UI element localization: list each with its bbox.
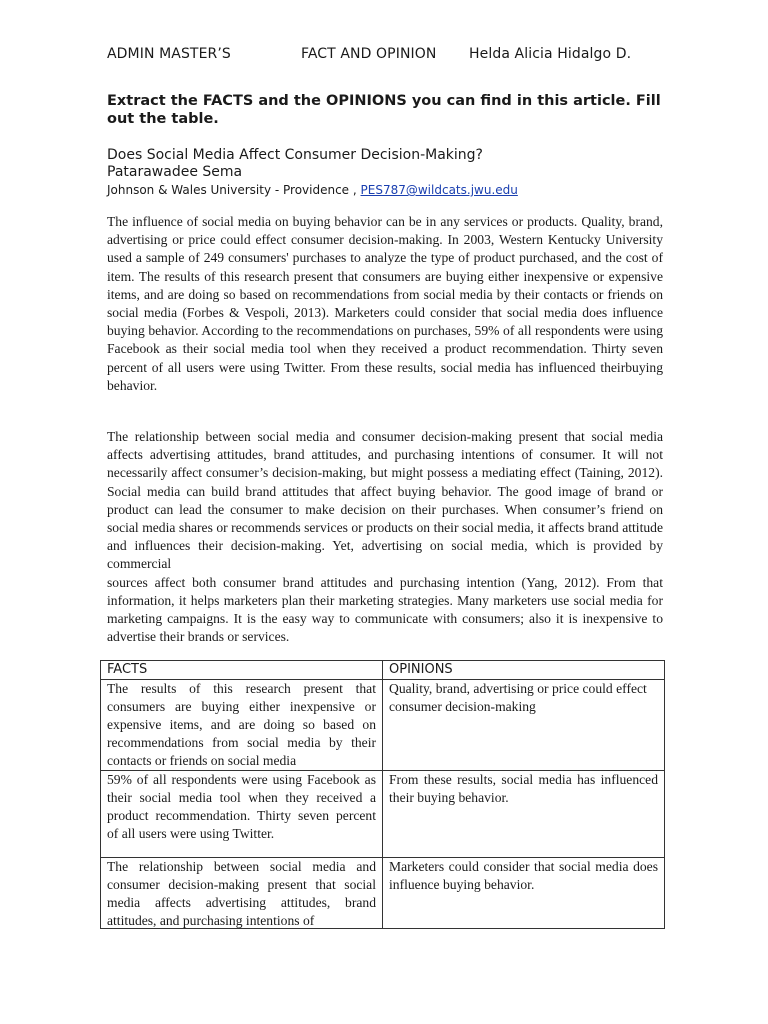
fact-cell[interactable] (101, 858, 383, 929)
header-student: Helda Alicia Hidalgo D. (469, 46, 632, 62)
paragraph-2-part-2: sources affect both consumer brand attitudes and purchasing intention (Yang, 2012). From that information, it helps marketers plan their marketing strategies. Many marketers use social media for marketing campaigns. It is the easy way to communicate with consumers; also it is inexpensive to advertise their brands or services. (107, 574, 663, 645)
opinion-cell-text: Marketers could consider that social media does influence buying behavior. (389, 859, 658, 892)
fact-cell[interactable]: 59% of all respondents were using Facebook as their social media tool when they received a product recommendation. Thirty seven percent of all users were using Twitter. (101, 771, 383, 858)
facts-header: FACTS (101, 661, 383, 680)
header-topic: FACT AND OPINION (301, 46, 437, 62)
article-paragraph-1: The influence of social media on buying behavior can be in any services or products. Quality, brand, advertising or price could effect consumer decision-making. In 2003, Western Kentucky University used a sample of 249 consumers' purchases to analyze the type of product purchased, and the cost of item. The results of this research present that consumers are buying either inexpensive or expensive items, and are doing so based on recommendations from social media by their contacts or friends on social media (Forbes & Vespoli, 2013). Marketers could consider that social media does influence buying behavior. According to the recommendations on purchases, 59% of all respondents were using Facebook as their social media tool when they received a product recommendation. Thirty seven percent of all users were using Twitter. From these results, social media has influenced theirbuying behavior. (107, 214, 663, 393)
author-email-link[interactable]: PES787@wildcats.jwu.edu (360, 183, 518, 197)
instructions: Extract the FACTS and the OPINIONS you can find in this article. Fill out the table. (107, 93, 661, 127)
opinions-header: OPINIONS (383, 661, 665, 680)
fact-opinion-table (100, 660, 665, 929)
table-row (101, 771, 665, 858)
article-paragraph-2 (107, 428, 663, 646)
opinion-cell[interactable] (383, 858, 665, 929)
article-author: Patarawadee Sema (107, 164, 243, 180)
table-header-row (101, 661, 665, 680)
table-row (101, 680, 665, 771)
fact-cell-text: The relationship between social media and consumer decision-making present that social media affects advertising attitudes, brand attitudes, and purchasing intentions of (107, 859, 376, 928)
article-affiliation (107, 183, 518, 197)
fact-cell[interactable]: The results of this research present that consumers are buying either inexpensive or expensive items, and are doing so based on recommendations from social media by their contacts or friends on social media (101, 680, 383, 771)
article-title: Does Social Media Affect Consumer Decision-Making? (107, 147, 483, 163)
opinion-cell[interactable]: Quality, brand, advertising or price could effect consumer decision-making (383, 680, 665, 771)
opinion-cell[interactable]: From these results, social media has influenced their buying behavior. (383, 771, 665, 858)
table-row (101, 858, 665, 929)
affiliation-text: Johnson & Wales University - Providence , (107, 183, 357, 197)
paragraph-2-part-1: The relationship between social media and consumer decision-making present that social media affects advertising attitudes, brand attitudes, and purchasing intentions of consumer. It will not necessarily affect consumer’s decision-making, but might possess a mediating effect (Taining, 2012). Social media can build brand attitudes that affect buying behavior. The good image of brand or product can lead the consumer to make decision on their purchases. When consumer’s friend on social media shares or recommends services or products on their social media, it affects brand attitude and influences their decision-making. Yet, advertising on social media, which is provided by commercial (107, 429, 663, 572)
header-course: ADMIN MASTER’S (107, 46, 231, 62)
